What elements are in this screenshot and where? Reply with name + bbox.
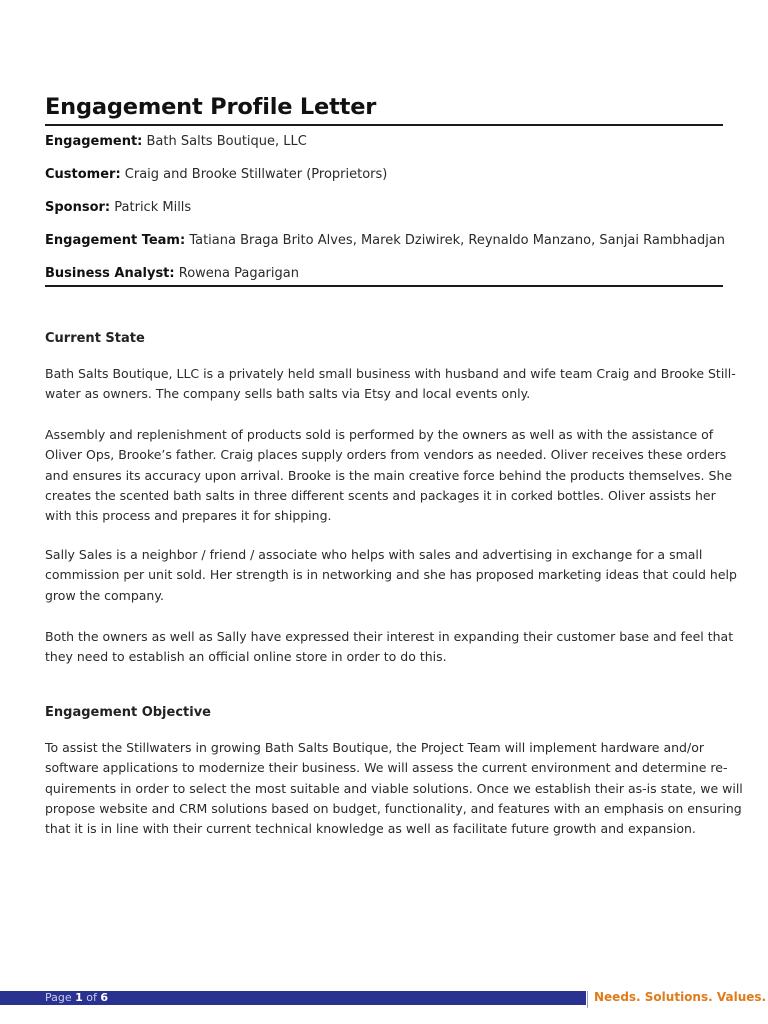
current-state-paragraph bbox=[45, 364, 736, 405]
engagement-value: Bath Salts Boutique, LLC bbox=[146, 134, 307, 149]
paragraph-line: Bath Salts Boutique, LLC is a privately held small business with husband and wife team Craig and Brooke Still- bbox=[45, 366, 736, 381]
page-current: 1 bbox=[75, 991, 83, 1004]
page-number bbox=[45, 991, 108, 1005]
page-word: Page bbox=[45, 991, 72, 1004]
paragraph-line: Both the owners as well as Sally have expressed their interest in expanding their customer base and feel that bbox=[45, 629, 734, 644]
engagement-label: Engagement: bbox=[45, 134, 143, 149]
customer-label: Customer: bbox=[45, 167, 121, 182]
paragraph-line: Oliver Ops, Brooke’s father. Craig places supply orders from vendors as needed. Oliver receives these orders bbox=[45, 447, 727, 463]
title-underline bbox=[45, 124, 723, 126]
page-of: of bbox=[86, 991, 97, 1004]
footer-tagline: Needs. Solutions. Values. bbox=[594, 990, 767, 1004]
engagement-team-field bbox=[45, 233, 725, 249]
current-state-paragraph bbox=[45, 545, 737, 606]
page-title: Engagement Profile Letter bbox=[45, 94, 377, 120]
paragraph-line: quirements in order to select the most suitable and viable solutions. Once we establish their as-is state, we will bbox=[45, 780, 743, 796]
engagement-objective-paragraph bbox=[45, 738, 743, 839]
paragraph-line: and ensures its accuracy upon arrival. Brooke is the main creative force behind the products themselves. She bbox=[45, 467, 733, 483]
paragraph-line: Assembly and replenishment of products sold is performed by the owners as well as with the assistance of bbox=[45, 427, 714, 442]
paragraph-line: that it is in line with their current technical knowledge as well as facilitate future growth and expansion. bbox=[45, 821, 696, 837]
paragraph-line: Sally Sales is a neighbor / friend / associate who helps with sales and advertising in exchange for a small bbox=[45, 547, 703, 562]
paragraph-line: creates the scented bath salts in three different scents and packages it in corked bottles. Oliver assists her bbox=[45, 487, 716, 503]
paragraph-line: they need to establish an official online store in order to do this. bbox=[45, 649, 447, 665]
business-analyst-field bbox=[45, 266, 299, 282]
current-state-paragraph bbox=[45, 425, 732, 526]
paragraph-line: propose website and CRM solutions based on budget, functionality, and features with an emphasis on ensuring bbox=[45, 800, 742, 816]
header-divider bbox=[45, 285, 723, 287]
footer-bar bbox=[0, 991, 586, 1005]
paragraph-line: commission per unit sold. Her strength is in networking and she has proposed marketing ideas that could help bbox=[45, 567, 737, 583]
customer-field bbox=[45, 167, 387, 183]
sponsor-label: Sponsor: bbox=[45, 200, 111, 215]
current-state-heading: Current State bbox=[45, 331, 145, 346]
page-total: 6 bbox=[100, 991, 109, 1004]
paragraph-line: water as owners. The company sells bath salts via Etsy and local events only. bbox=[45, 386, 531, 402]
paragraph-line: To assist the Stillwaters in growing Bath Salts Boutique, the Project Team will implement hardware and/or bbox=[45, 740, 704, 755]
engagement-objective-heading: Engagement Objective bbox=[45, 705, 211, 720]
customer-value: Craig and Brooke Stillwater (Proprietors) bbox=[124, 167, 388, 182]
sponsor-field bbox=[45, 200, 191, 216]
engagement-field bbox=[45, 134, 307, 150]
engagement-team-label: Engagement Team: bbox=[45, 233, 186, 248]
footer-divider bbox=[587, 991, 588, 1008]
paragraph-line: software applications to modernize their business. We will assess the current environment and determine re- bbox=[45, 760, 728, 776]
business-analyst-value: Rowena Pagarigan bbox=[178, 266, 299, 281]
engagement-team-value: Tatiana Braga Brito Alves, Marek Dziwirek, Reynaldo Manzano, Sanjai Rambhadjan bbox=[189, 233, 726, 248]
current-state-paragraph bbox=[45, 627, 733, 668]
paragraph-line: grow the company. bbox=[45, 587, 164, 603]
business-analyst-label: Business Analyst: bbox=[45, 266, 175, 281]
paragraph-line: with this process and prepares it for shipping. bbox=[45, 508, 332, 524]
sponsor-value: Patrick Mills bbox=[114, 200, 192, 215]
